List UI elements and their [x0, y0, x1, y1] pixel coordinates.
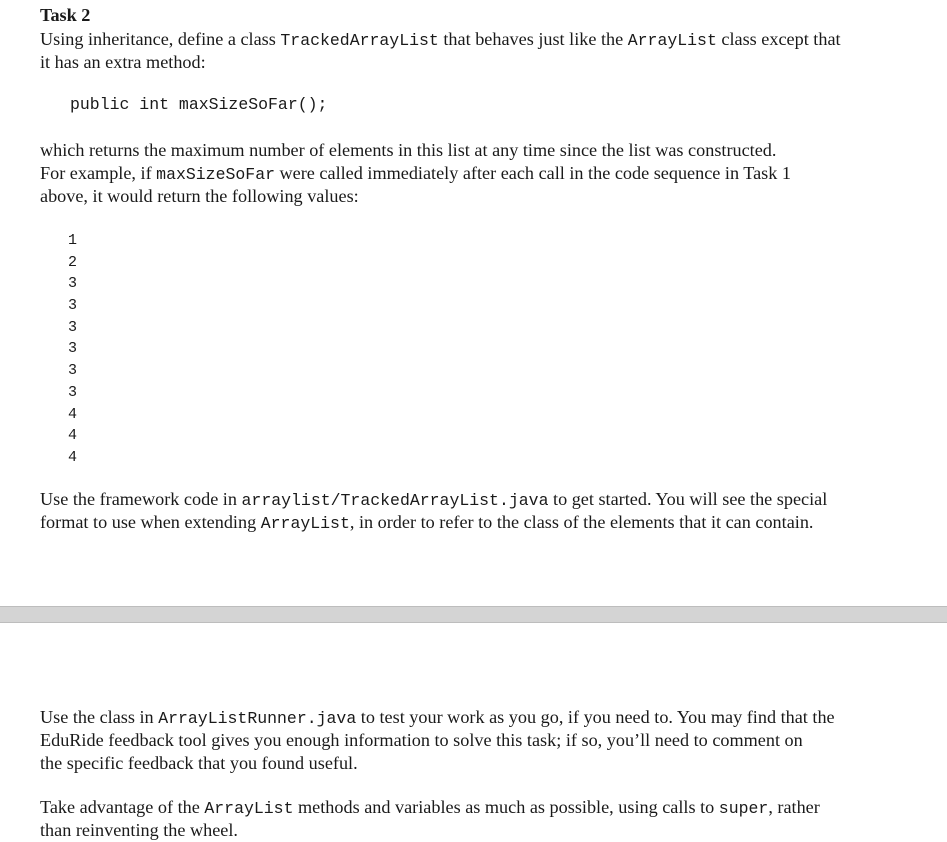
explain-line-1: which returns the maximum number of elements in this list at any time since the list was constructed.	[40, 140, 777, 160]
return-value: 1	[68, 232, 78, 249]
return-value: 3	[68, 340, 78, 358]
return-value: 3	[68, 383, 78, 401]
return-value: 4	[68, 405, 78, 423]
explain-line-2: For example, if maxSizeSoFar were called immediately after each call in the code sequence in Task 1	[40, 163, 791, 184]
runner-line-2: EduRide feedback tool gives you enough information to solve this task; if so, you’ll need to comment on	[40, 730, 803, 750]
runner-line-3: the specific feedback that you found useful.	[40, 753, 358, 773]
return-value: 3	[68, 362, 78, 380]
code-super: super	[718, 799, 769, 818]
page-break	[0, 606, 947, 623]
code-arraylist: ArrayList	[204, 799, 294, 818]
advice-line-1: Take advantage of the ArrayList methods and variables as much as possible, using calls to super, rather	[40, 797, 820, 818]
code-framework-path: arraylist/TrackedArrayList.java	[241, 491, 549, 510]
framework-line-2: format to use when extending ArrayList, in order to refer to the class of the elements that it can contain.	[40, 512, 814, 533]
intro-line-2: it has an extra method:	[40, 52, 206, 72]
return-value: 3	[68, 275, 78, 293]
method-signature: public int maxSizeSoFar();	[70, 95, 328, 114]
code-arraylist: ArrayList	[627, 31, 717, 50]
advice-line-2: than reinventing the wheel.	[40, 820, 238, 840]
return-value: 4	[68, 448, 78, 466]
task-heading: Task 2	[40, 5, 91, 25]
explain-line-3: above, it would return the following values:	[40, 186, 359, 206]
return-values-list	[68, 230, 77, 469]
code-max-size-so-far: maxSizeSoFar	[156, 165, 275, 184]
document-page-2	[0, 623, 947, 842]
return-value: 3	[68, 318, 78, 336]
runner-line-1: Use the class in ArrayListRunner.java to test your work as you go, if you need to. You may find that the	[40, 707, 835, 728]
code-arraylist-runner: ArrayListRunner.java	[158, 709, 357, 728]
return-value: 4	[68, 427, 78, 445]
return-value: 3	[68, 297, 78, 315]
return-value: 2	[68, 253, 78, 271]
framework-line-1: Use the framework code in arraylist/TrackedArrayList.java to get started. You will see the special	[40, 489, 828, 510]
intro-line-1: Using inheritance, define a class TrackedArrayList that behaves just like the ArrayList class except that	[40, 29, 841, 50]
code-arraylist: ArrayList	[260, 514, 350, 533]
code-tracked-arraylist: TrackedArrayList	[280, 31, 439, 50]
